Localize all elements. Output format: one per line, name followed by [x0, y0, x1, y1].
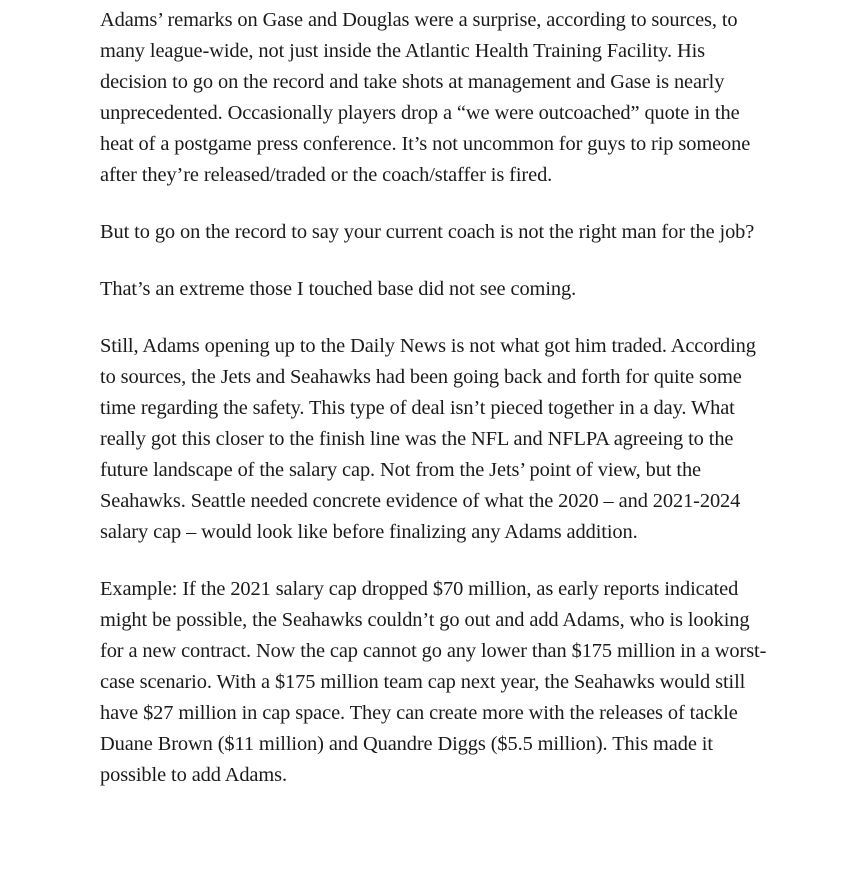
paragraph-4: Still, Adams opening up to the Daily News is not what got him traded. According to sources, the Jets and Seahawks had been going back and forth for quite some time regarding the safety. This type of deal isn’t pieced together in a day. What really got this closer to the finish line was the NFL and NFLPA agreeing to the future landscape of the salary cap. Not from the Jets’ point of view, but the Seahawks. Seattle needed concrete evidence of what the 2020 – and 2021-2024 salary cap – would look like before finalizing any Adams addition.	[100, 335, 756, 543]
paragraph-2: But to go on the record to say your current coach is not the right man for the job?	[100, 221, 755, 243]
paragraph-1: Adams’ remarks on Gase and Douglas were a surprise, according to sources, to many league-wide, not just inside the Atlantic Health Training Facility. His decision to go on the record and take shots at management and Gase is nearly unprecedented. Occasionally players drop a “we were outcoached” quote in the heat of a postgame press conference. It’s not uncommon for guys to rip someone after they’re released/traded or the coach/staffer is fired.	[100, 9, 751, 186]
article-body	[100, 5, 776, 817]
paragraph-5: Example: If the 2021 salary cap dropped $70 million, as early reports indicated might be possible, the Seahawks couldn’t go out and add Adams, who is looking for a new contract. Now the cap cannot go any lower than $175 million in a worst-case scenario. With a $175 million team cap next year, the Seahawks would still have $27 million in cap space. They can create more with the releases of tackle Duane Brown ($11 million) and Quandre Diggs ($5.5 million). This made it possible to add Adams.	[100, 578, 767, 786]
paragraph-3: That’s an extreme those I touched base did not see coming.	[100, 278, 577, 300]
